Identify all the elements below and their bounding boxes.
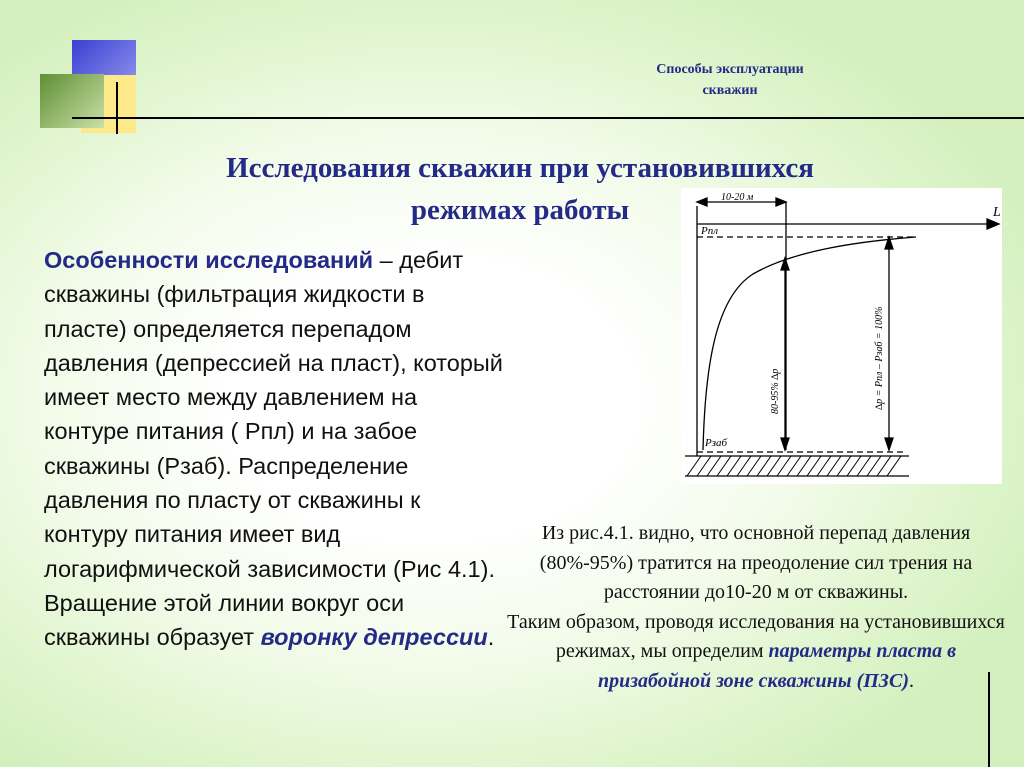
caption-end: . [909, 669, 914, 692]
section-title-line1: Способы эксплуатации [656, 62, 804, 77]
page-title-line2: режимах работы [410, 194, 630, 226]
distance-arrow-right [776, 198, 786, 206]
pressure-diagram [681, 188, 1002, 484]
partial-drop-label: 80-95% ∆p [770, 368, 781, 414]
pressure-figure [681, 188, 1002, 484]
ground-hatching [687, 456, 901, 476]
partial-drop-arrowhead-bottom [781, 438, 789, 450]
page-title-line1: Исследования скважин при установившихся [226, 152, 814, 184]
figure-caption [498, 519, 1014, 696]
decor-vertical-line [116, 82, 118, 134]
total-drop-arrowhead-bottom [885, 438, 893, 450]
decor-square-green [40, 74, 104, 128]
body-paragraph [44, 243, 504, 655]
section-title [600, 59, 860, 101]
reservoir-pressure-label: Pпл [701, 225, 719, 237]
l-axis-arrow [987, 219, 999, 229]
section-title-line2: скважин [702, 83, 758, 98]
caption-paragraph-1: Из рис.4.1. видно, что основной перепад давления (80%-95%) тратится на преодоление сил трения на расстоянии до10-20 м от скважины. [539, 522, 973, 603]
body-end: . [487, 624, 495, 651]
caption-term: параметры пласта в призабойной зоне скважины (ПЗС) [598, 640, 957, 692]
distance-arrow-left [697, 198, 707, 206]
total-drop-label: ∆p = Pпл – Pзаб = 100% [874, 306, 885, 410]
caption-paragraph-2 [498, 608, 1014, 697]
body-term: воронку депрессии [260, 624, 488, 651]
distance-label: 10-20 м [721, 192, 754, 203]
partial-drop-arrowhead-top [781, 258, 789, 270]
caption-text: Таким образом, проводя исследования на установившихся режимах, мы определим [507, 610, 1005, 662]
header-divider [72, 117, 1024, 119]
body-text: – дебит скважины (фильтрация жидкости в пласте) определяется перепадом давления (депрессией на пласт), который имеет место между давлением на контуре питания ( Рпл) и на забое скважины (Рзаб). Распределение давления по пласту от скважины к контуру питания имеет вид логарифмической зависимости (Рис 4.1). Вращение этой линии вокруг оси скважины образует [44, 247, 503, 651]
body-lead: Особенности исследований [44, 247, 374, 273]
l-axis-label: L [993, 205, 1001, 220]
bottomhole-pressure-label: Pзаб [705, 437, 728, 449]
